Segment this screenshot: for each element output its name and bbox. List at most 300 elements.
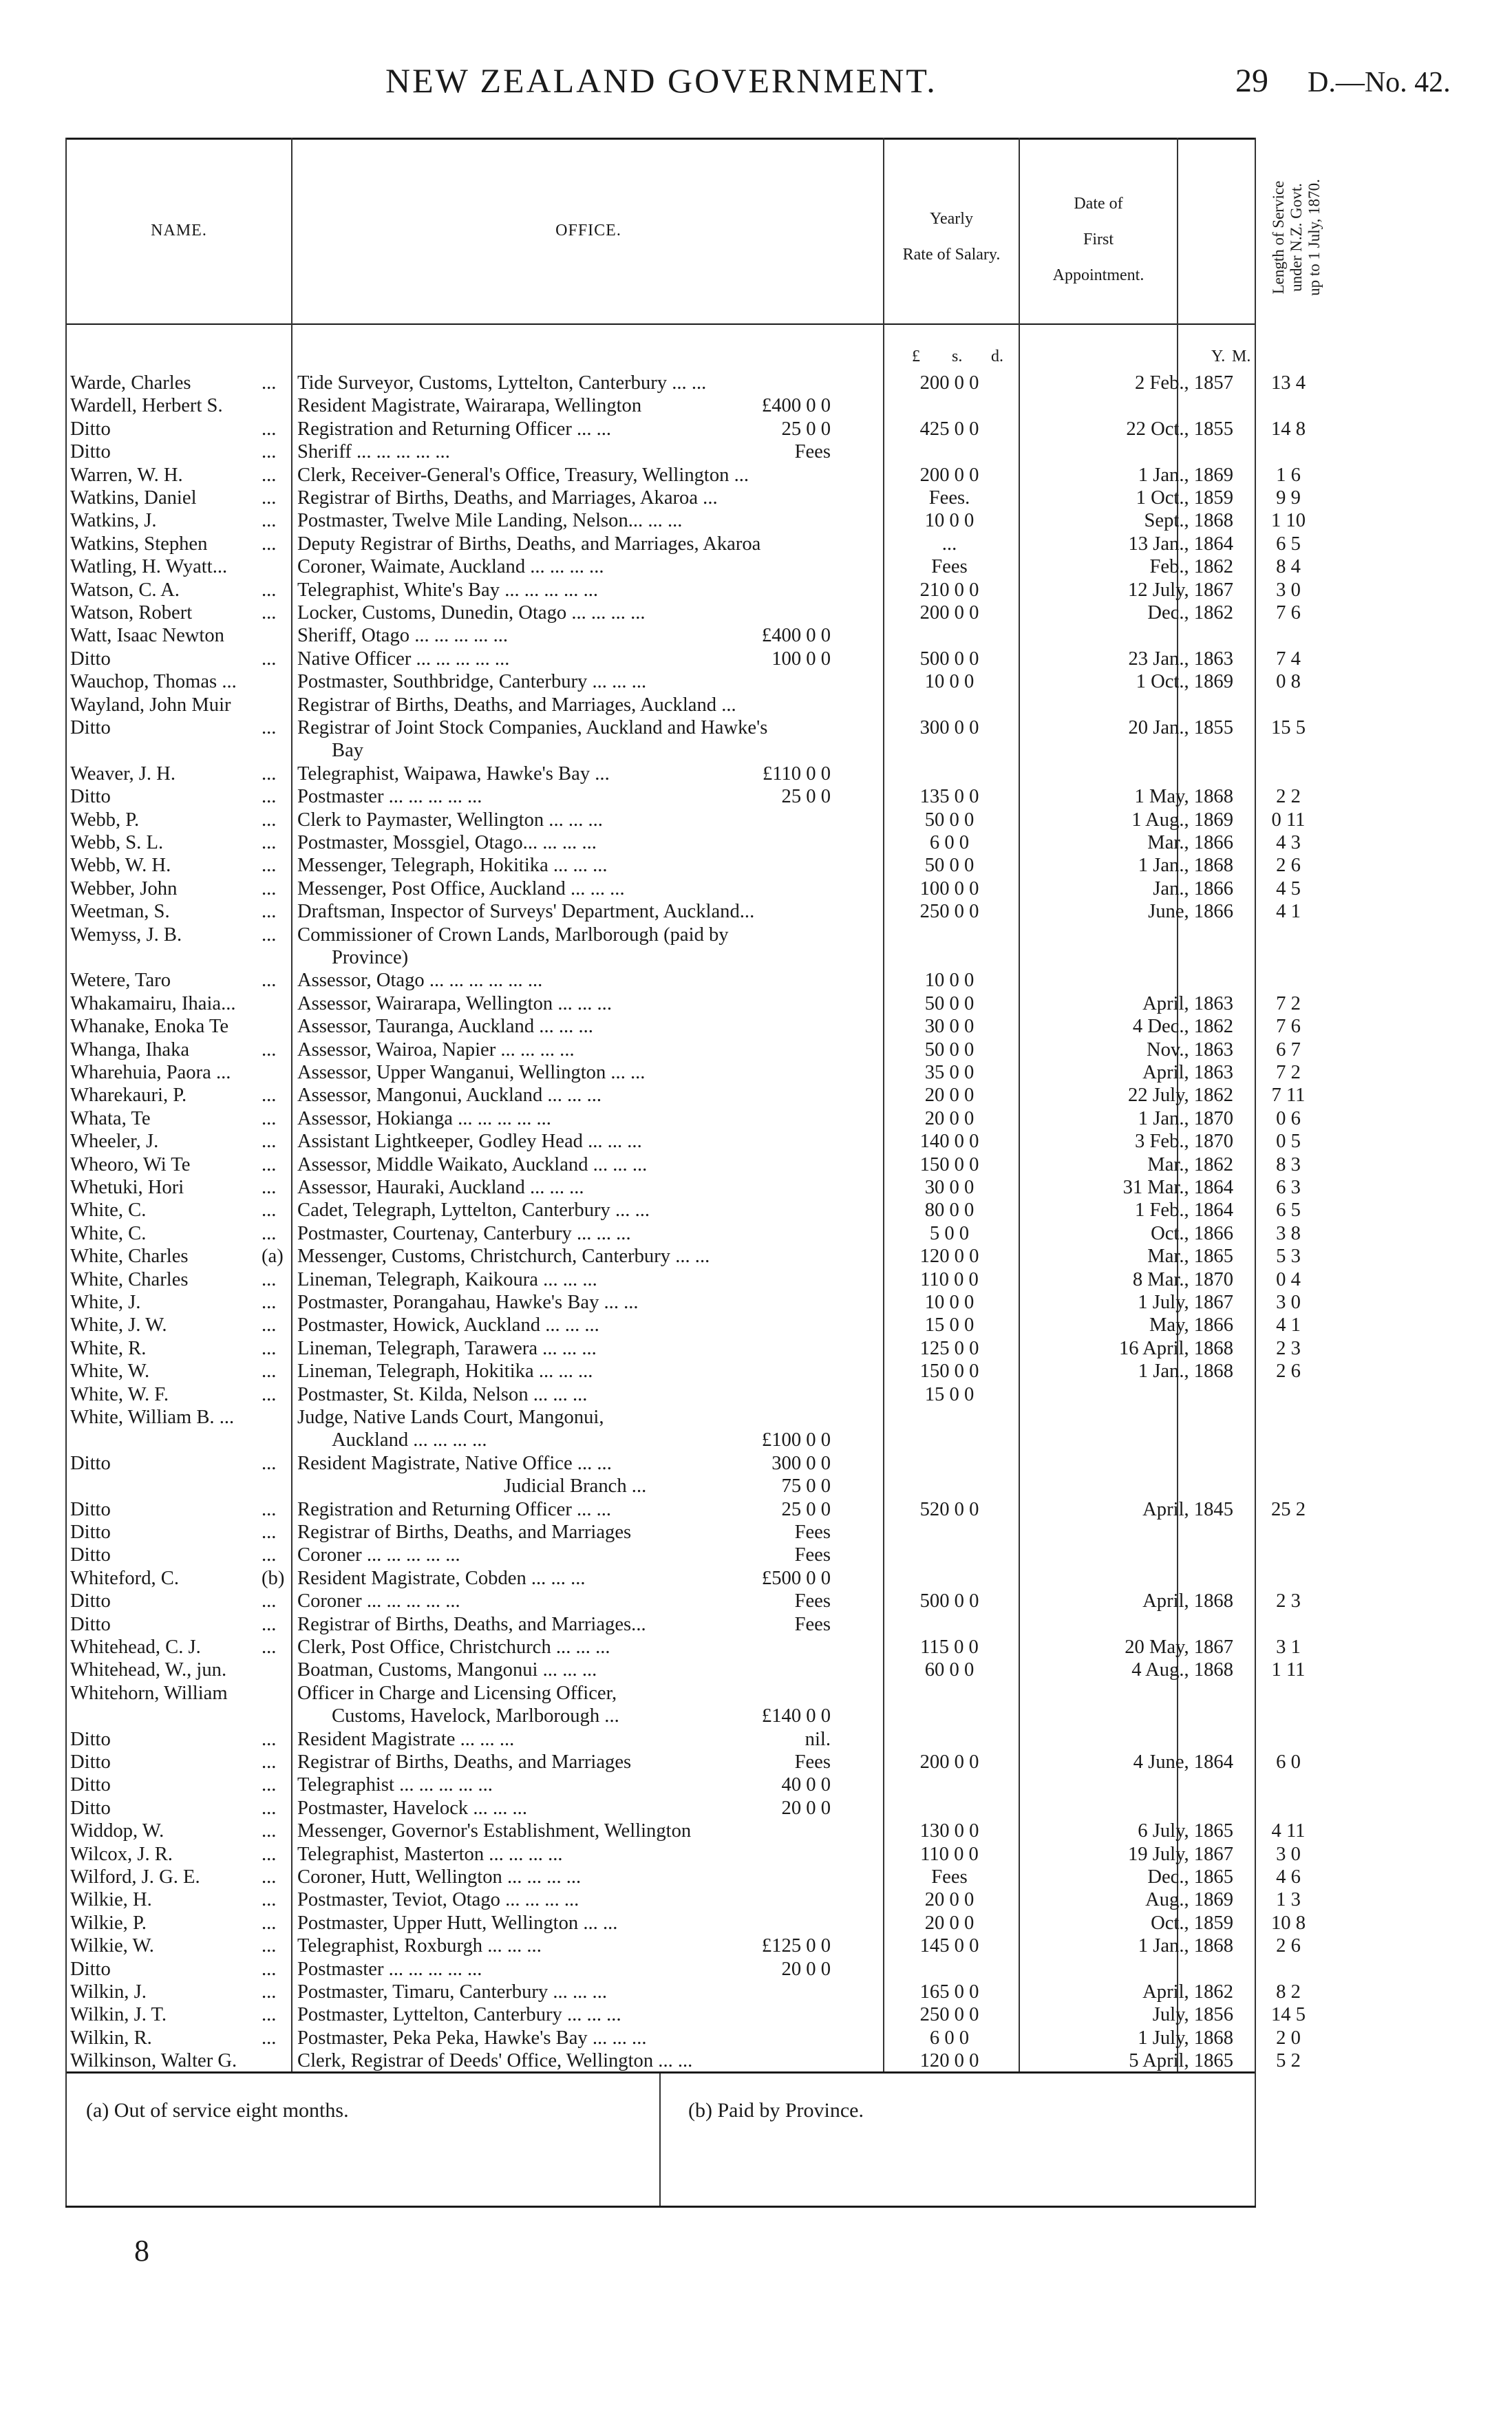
row-length-of-service: 1 10 bbox=[1270, 510, 1306, 532]
row-component-amount: Fees bbox=[794, 1613, 831, 1635]
row-name-leader: ... bbox=[262, 717, 277, 738]
row-appointment-date: Sept., 1868 bbox=[1144, 510, 1233, 532]
row-name: Whakamairu, Ihaia... bbox=[70, 992, 236, 1014]
row-name: Watkins, Stephen bbox=[70, 533, 208, 555]
table-row bbox=[70, 2027, 1301, 2049]
row-length-of-service: 3 8 bbox=[1276, 1222, 1301, 1244]
table-row bbox=[70, 1130, 1301, 1153]
row-component-amount: 25 0 0 bbox=[781, 418, 831, 440]
table-row bbox=[70, 1406, 1254, 1429]
row-office: Sheriff ... ... ... ... ... bbox=[297, 441, 450, 463]
row-name: Wetere, Taro bbox=[70, 970, 171, 992]
row-length-of-service: 5 2 bbox=[1276, 2050, 1301, 2072]
table-row bbox=[70, 1084, 1306, 1107]
page-number: 29 bbox=[1235, 63, 1268, 99]
row-name: Whetuki, Hori bbox=[70, 1177, 184, 1198]
row-appointment-date: 1 Jan., 1868 bbox=[1138, 1361, 1233, 1383]
row-salary: 250 0 0 bbox=[919, 2004, 979, 2026]
row-name-leader: (b) bbox=[262, 1567, 285, 1589]
row-office: Postmaster, Havelock ... ... ... bbox=[297, 1797, 527, 1819]
row-office: Postmaster, Lyttelton, Canterbury ... ... ... bbox=[297, 2004, 621, 2026]
row-name: Weetman, S. bbox=[70, 901, 170, 923]
row-name: Webb, P. bbox=[70, 809, 140, 831]
row-name-leader: ... bbox=[262, 1797, 277, 1819]
row-appointment-date: 19 July, 1867 bbox=[1127, 1843, 1233, 1865]
row-appointment-date: 1 July, 1868 bbox=[1138, 2027, 1233, 2049]
row-component-amount: Fees bbox=[794, 1522, 831, 1543]
row-component-amount: 100 0 0 bbox=[771, 648, 831, 670]
row-salary: 140 0 0 bbox=[919, 1131, 979, 1153]
table-row bbox=[70, 2049, 1301, 2072]
row-length-of-service: 7 6 bbox=[1276, 602, 1301, 624]
row-office: Native Officer ... ... ... ... ... bbox=[297, 648, 510, 670]
row-name: White, W. bbox=[70, 1361, 150, 1383]
row-name-leader: ... bbox=[262, 1085, 277, 1107]
row-name: Ditto bbox=[70, 1544, 111, 1566]
row-name: Ditto bbox=[70, 1728, 111, 1750]
row-component-amount: nil. bbox=[805, 1728, 831, 1750]
row-name: Wilcox, J. R. bbox=[70, 1843, 173, 1865]
table-row bbox=[70, 900, 1301, 923]
table-row bbox=[70, 1866, 1301, 1888]
row-salary: 30 0 0 bbox=[924, 1016, 975, 1038]
row-appointment-date: 22 Oct., 1855 bbox=[1126, 418, 1233, 440]
row-length-of-service: 7 2 bbox=[1276, 992, 1301, 1014]
row-appointment-date: 1 Oct., 1869 bbox=[1136, 671, 1233, 693]
row-office: Telegraphist, White's Bay ... ... ... ... ... bbox=[297, 579, 599, 601]
table-row bbox=[70, 716, 1306, 739]
row-appointment-date: 1 July, 1867 bbox=[1138, 1292, 1233, 1313]
row-component-amount: 40 0 0 bbox=[781, 1774, 831, 1796]
row-office: Clerk, Post Office, Christchurch ... ... ... bbox=[297, 1637, 610, 1658]
header-salary bbox=[884, 201, 1019, 273]
row-appointment-date: 31 Mar., 1864 bbox=[1122, 1177, 1233, 1198]
row-salary: 110 0 0 bbox=[920, 1843, 979, 1865]
row-salary: 120 0 0 bbox=[919, 1246, 979, 1268]
row-length-of-service: 0 4 bbox=[1276, 1268, 1301, 1290]
row-component-amount: 20 0 0 bbox=[781, 1958, 831, 1980]
table-row bbox=[70, 1958, 1254, 1981]
row-office: Postmaster, Porangahau, Hawke's Bay ... ... bbox=[297, 1292, 639, 1313]
row-salary: 6 0 0 bbox=[929, 832, 970, 853]
row-office: Sheriff, Otago ... ... ... ... ... bbox=[297, 625, 509, 647]
row-office: Resident Magistrate, Wairarapa, Wellington bbox=[297, 395, 642, 417]
table-row bbox=[70, 1337, 1301, 1360]
row-name: Whata, Te bbox=[70, 1107, 151, 1129]
row-office: Postmaster, Mossgiel, Otago... ... ... ... bbox=[297, 832, 597, 853]
row-appointment-date: 20 May, 1867 bbox=[1125, 1637, 1233, 1658]
row-length-of-service: 4 6 bbox=[1276, 1866, 1301, 1888]
row-length-of-service: 3 1 bbox=[1276, 1637, 1301, 1658]
table-row bbox=[70, 372, 1306, 394]
row-name: Wheeler, J. bbox=[70, 1131, 159, 1153]
row-salary: 50 0 0 bbox=[924, 809, 975, 831]
row-office: Auckland ... ... ... ... bbox=[332, 1429, 487, 1451]
row-office: Postmaster, Courtenay, Canterbury ... ... ... bbox=[297, 1222, 631, 1244]
row-length-of-service: 7 4 bbox=[1276, 648, 1301, 670]
row-name-leader: ... bbox=[262, 1498, 277, 1520]
row-length-of-service: 10 8 bbox=[1270, 1912, 1306, 1934]
row-component-amount: Fees bbox=[794, 1544, 831, 1566]
row-office: Postmaster ... ... ... ... ... bbox=[297, 786, 482, 808]
row-name: Ditto bbox=[70, 648, 111, 670]
row-office: Postmaster, Upper Hutt, Wellington ... ... bbox=[297, 1912, 618, 1934]
row-office: Clerk to Paymaster, Wellington ... ... ... bbox=[297, 809, 603, 831]
row-salary: 5 0 0 bbox=[929, 1222, 970, 1244]
row-length-of-service: 4 5 bbox=[1276, 877, 1301, 899]
row-salary: 200 0 0 bbox=[919, 372, 979, 394]
row-name-leader: ... bbox=[262, 1361, 277, 1383]
table-row bbox=[70, 1682, 1254, 1705]
row-office: Draftsman, Inspector of Surveys' Department, Auckland... bbox=[297, 901, 755, 923]
row-name-leader: ... bbox=[262, 763, 277, 785]
table-row bbox=[70, 992, 1301, 1015]
row-office: Registration and Returning Officer ... ... bbox=[297, 418, 612, 440]
row-name-leader: ... bbox=[262, 1958, 277, 1980]
row-name-leader: ... bbox=[262, 1590, 277, 1612]
row-name: Ditto bbox=[70, 1498, 111, 1520]
footnote-bottom-rule bbox=[65, 2206, 1256, 2208]
row-salary: 135 0 0 bbox=[919, 786, 979, 808]
row-appointment-date: 1 Oct., 1859 bbox=[1136, 487, 1233, 509]
row-name-leader: ... bbox=[262, 1889, 277, 1911]
row-name-leader: ... bbox=[262, 1613, 277, 1635]
table-row bbox=[70, 487, 1301, 509]
row-name: Wilkinson, Walter G. bbox=[70, 2050, 237, 2072]
document-reference: D.—No. 42. bbox=[1308, 67, 1451, 98]
row-office: Postmaster, Howick, Auckland ... ... ... bbox=[297, 1314, 599, 1336]
table-row bbox=[70, 1912, 1306, 1935]
row-length-of-service: 6 3 bbox=[1276, 1177, 1301, 1198]
row-name: White, William B. ... bbox=[70, 1407, 235, 1428]
row-office: Registrar of Births, Deaths, and Marriages, Auckland ... bbox=[297, 694, 736, 716]
row-name: Wilkie, H. bbox=[70, 1889, 152, 1911]
row-appointment-date: 22 July, 1862 bbox=[1127, 1085, 1233, 1107]
row-name-leader: ... bbox=[262, 1107, 277, 1129]
table-row bbox=[70, 1659, 1306, 1681]
row-appointment-date: 16 April, 1868 bbox=[1118, 1337, 1233, 1359]
table-row bbox=[70, 1291, 1301, 1314]
header-salary-line1: Yearly bbox=[930, 210, 973, 228]
row-salary: 200 0 0 bbox=[919, 602, 979, 624]
row-office: Registrar of Joint Stock Companies, Auckland and Hawke's bbox=[297, 717, 768, 738]
row-office: Assessor, Hokianga ... ... ... ... ... bbox=[297, 1107, 551, 1129]
table-row bbox=[70, 1107, 1301, 1130]
row-name-leader: ... bbox=[262, 1383, 277, 1405]
row-name: Ditto bbox=[70, 717, 111, 738]
table-row bbox=[70, 2003, 1306, 2026]
row-salary: 520 0 0 bbox=[919, 1498, 979, 1520]
row-name-leader: ... bbox=[262, 786, 277, 808]
row-salary: 10 0 0 bbox=[924, 970, 975, 992]
row-salary: 50 0 0 bbox=[924, 992, 975, 1014]
row-name-leader: ... bbox=[262, 441, 277, 463]
row-appointment-date: 20 Jan., 1855 bbox=[1128, 717, 1233, 738]
table-row bbox=[70, 509, 1306, 532]
table-row bbox=[70, 1245, 1301, 1268]
unit-pence: d. bbox=[991, 348, 1003, 365]
row-office: Coroner, Hutt, Wellington ... ... ... ... bbox=[297, 1866, 582, 1888]
row-salary: Fees bbox=[931, 556, 968, 578]
row-office: Resident Magistrate ... ... ... bbox=[297, 1728, 515, 1750]
table-row bbox=[70, 394, 1254, 417]
row-salary: 15 0 0 bbox=[924, 1314, 975, 1336]
table-row bbox=[70, 1567, 1254, 1590]
row-name: Ditto bbox=[70, 1452, 111, 1474]
row-office: Province) bbox=[332, 947, 409, 968]
row-name-leader: ... bbox=[262, 372, 277, 394]
row-office: Bay bbox=[332, 740, 364, 762]
row-office: Coroner ... ... ... ... ... bbox=[297, 1590, 460, 1612]
row-appointment-date: 1 Jan., 1868 bbox=[1138, 855, 1233, 877]
row-salary: 60 0 0 bbox=[924, 1659, 975, 1681]
table-row bbox=[70, 854, 1301, 877]
unit-shillings: s. bbox=[952, 348, 963, 365]
table-row bbox=[70, 1475, 1254, 1498]
table-row bbox=[70, 464, 1301, 487]
row-length-of-service: 6 5 bbox=[1276, 533, 1301, 555]
row-office: Resident Magistrate, Cobden ... ... ... bbox=[297, 1567, 586, 1589]
row-appointment-date: Nov., 1863 bbox=[1146, 1038, 1233, 1061]
row-length-of-service: 15 5 bbox=[1270, 717, 1306, 738]
row-appointment-date: Feb., 1862 bbox=[1149, 556, 1233, 578]
row-appointment-date: Oct., 1866 bbox=[1151, 1222, 1233, 1244]
table-row bbox=[70, 1935, 1301, 1957]
table-row bbox=[70, 877, 1301, 900]
row-name: Webb, S. L. bbox=[70, 832, 164, 853]
row-salary: 500 0 0 bbox=[919, 1590, 979, 1612]
row-name: Ditto bbox=[70, 1751, 111, 1773]
header-name: NAME. bbox=[151, 222, 207, 239]
row-name-leader: ... bbox=[262, 1637, 277, 1658]
row-appointment-date: Aug., 1869 bbox=[1145, 1889, 1233, 1911]
row-length-of-service: 2 2 bbox=[1276, 786, 1301, 808]
table-row bbox=[70, 1268, 1301, 1291]
row-salary: 200 0 0 bbox=[919, 1751, 979, 1773]
table-row bbox=[70, 831, 1301, 854]
row-salary: 35 0 0 bbox=[924, 1062, 975, 1083]
row-salary: 130 0 0 bbox=[919, 1820, 979, 1842]
row-salary: 120 0 0 bbox=[919, 2050, 979, 2072]
row-salary: 300 0 0 bbox=[919, 717, 979, 738]
row-component-amount: £100 0 0 bbox=[761, 1429, 831, 1451]
row-office: Registrar of Births, Deaths, and Marriages bbox=[297, 1522, 632, 1543]
row-length-of-service: 8 2 bbox=[1276, 1981, 1301, 2003]
page-title: NEW ZEALAND GOVERNMENT. bbox=[385, 61, 937, 100]
row-name-leader: (a) bbox=[262, 1246, 284, 1268]
table-row bbox=[70, 533, 1301, 555]
row-office: Lineman, Telegraph, Kaikoura ... ... ... bbox=[297, 1268, 597, 1290]
table-row bbox=[70, 1061, 1301, 1084]
row-length-of-service: 0 6 bbox=[1276, 1107, 1301, 1129]
row-name-leader: ... bbox=[262, 418, 277, 440]
row-component-amount: Fees bbox=[794, 441, 831, 463]
row-name-leader: ... bbox=[262, 1544, 277, 1566]
row-length-of-service: 14 8 bbox=[1270, 418, 1306, 440]
row-name-leader: ... bbox=[262, 1131, 277, 1153]
row-name-leader: ... bbox=[262, 1292, 277, 1313]
row-office: Officer in Charge and Licensing Officer, bbox=[297, 1682, 617, 1704]
row-appointment-date: 12 July, 1867 bbox=[1127, 579, 1233, 601]
row-appointment-date: May, 1866 bbox=[1149, 1314, 1233, 1336]
row-appointment-date: 1 Feb., 1864 bbox=[1135, 1200, 1233, 1222]
row-salary: 110 0 0 bbox=[920, 1268, 979, 1290]
row-appointment-date: 1 Aug., 1869 bbox=[1131, 809, 1233, 831]
row-length-of-service: 0 11 bbox=[1271, 809, 1306, 831]
row-component-amount: £110 0 0 bbox=[762, 763, 831, 785]
row-salary: 145 0 0 bbox=[919, 1935, 979, 1957]
row-name: Webber, John bbox=[70, 877, 178, 899]
row-office: Postmaster, Peka Peka, Hawke's Bay ... ... ... bbox=[297, 2027, 647, 2049]
row-salary: Fees. bbox=[928, 487, 970, 509]
row-salary: 250 0 0 bbox=[919, 901, 979, 923]
row-length-of-service: 25 2 bbox=[1270, 1498, 1306, 1520]
footnote-divider bbox=[659, 2074, 661, 2206]
table-row bbox=[70, 418, 1306, 440]
table-row bbox=[70, 1383, 1254, 1406]
table-row bbox=[70, 1360, 1301, 1383]
footnote-b: (b) Paid by Province. bbox=[688, 2099, 864, 2122]
row-office: Postmaster ... ... ... ... ... bbox=[297, 1958, 482, 1980]
row-length-of-service: 1 6 bbox=[1276, 464, 1301, 486]
row-name: Wayland, John Muir bbox=[70, 694, 231, 716]
row-name: Weaver, J. H. bbox=[70, 763, 175, 785]
row-name: White, Charles bbox=[70, 1246, 189, 1268]
header-date bbox=[1020, 186, 1177, 293]
row-name-leader: ... bbox=[262, 1337, 277, 1359]
row-office: Registrar of Births, Deaths, and Marriages bbox=[297, 1751, 632, 1773]
row-name-leader: ... bbox=[262, 1912, 277, 1934]
row-name-leader: ... bbox=[262, 855, 277, 877]
row-name: White, J. W. bbox=[70, 1314, 167, 1336]
table-row bbox=[70, 601, 1301, 624]
row-name-leader: ... bbox=[262, 1153, 277, 1175]
row-length-of-service: 8 4 bbox=[1276, 556, 1301, 578]
row-office: Registrar of Births, Deaths, and Marriages, Akaroa ... bbox=[297, 487, 718, 509]
row-name: Warde, Charles bbox=[70, 372, 191, 394]
row-name-leader: ... bbox=[262, 579, 277, 601]
row-name-leader: ... bbox=[262, 877, 277, 899]
row-length-of-service: 4 11 bbox=[1271, 1820, 1306, 1842]
row-office: Assessor, Wairoa, Napier ... ... ... ... bbox=[297, 1038, 575, 1061]
row-office: Assessor, Mangonui, Auckland ... ... ... bbox=[297, 1085, 602, 1107]
row-appointment-date: Mar., 1865 bbox=[1147, 1246, 1233, 1268]
row-name: Wheoro, Wi Te bbox=[70, 1153, 191, 1175]
table-row bbox=[70, 1038, 1301, 1061]
row-name: Ditto bbox=[70, 418, 111, 440]
row-name: Ditto bbox=[70, 786, 111, 808]
table-row bbox=[70, 1222, 1301, 1245]
row-name: Wemyss, J. B. bbox=[70, 924, 182, 946]
header-length-line2: under N.Z. Govt. bbox=[1288, 183, 1305, 292]
row-length-of-service: 7 2 bbox=[1276, 1062, 1301, 1083]
row-name: White, C. bbox=[70, 1200, 147, 1222]
row-name-leader: ... bbox=[262, 1222, 277, 1244]
row-salary: 10 0 0 bbox=[924, 1292, 975, 1313]
row-office: Telegraphist ... ... ... ... ... bbox=[297, 1774, 493, 1796]
row-salary: 425 0 0 bbox=[919, 418, 979, 440]
row-appointment-date: Oct., 1859 bbox=[1151, 1912, 1233, 1934]
row-office: Coroner ... ... ... ... ... bbox=[297, 1544, 460, 1566]
row-appointment-date: 5 April, 1865 bbox=[1129, 2050, 1233, 2072]
row-name: Whiteford, C. bbox=[70, 1567, 180, 1589]
row-office: Assessor, Hauraki, Auckland ... ... ... bbox=[297, 1177, 584, 1198]
unit-pounds: £ bbox=[912, 348, 920, 365]
table-row bbox=[70, 739, 1254, 762]
row-component-amount: 25 0 0 bbox=[781, 786, 831, 808]
row-office: Assessor, Middle Waikato, Auckland ... ... ... bbox=[297, 1153, 648, 1175]
table-row bbox=[70, 1199, 1301, 1222]
row-appointment-date: 1 Jan., 1868 bbox=[1138, 1935, 1233, 1957]
row-length-of-service: 1 11 bbox=[1271, 1659, 1306, 1681]
row-component-amount: £400 0 0 bbox=[761, 395, 831, 417]
row-appointment-date: Mar., 1862 bbox=[1147, 1153, 1233, 1175]
row-salary: 20 0 0 bbox=[924, 1085, 975, 1107]
row-name-leader: ... bbox=[262, 1314, 277, 1336]
row-name: Watt, Isaac Newton bbox=[70, 625, 224, 647]
table-row bbox=[70, 1797, 1254, 1820]
row-office: Telegraphist, Waipawa, Hawke's Bay ... bbox=[297, 763, 610, 785]
row-name: Wauchop, Thomas ... bbox=[70, 671, 237, 693]
row-office: Clerk, Registrar of Deeds' Office, Wellington ... ... bbox=[297, 2050, 693, 2072]
row-name: Wilford, J. G. E. bbox=[70, 1866, 200, 1888]
row-length-of-service: 6 0 bbox=[1276, 1751, 1301, 1773]
row-name-leader: ... bbox=[262, 1268, 277, 1290]
row-office: Messenger, Post Office, Auckland ... ... ... bbox=[297, 877, 625, 899]
row-salary: 80 0 0 bbox=[924, 1200, 975, 1222]
row-appointment-date: 23 Jan., 1863 bbox=[1128, 648, 1233, 670]
row-salary: ... bbox=[941, 533, 957, 555]
row-name: White, W. F. bbox=[70, 1383, 169, 1405]
row-name-leader: ... bbox=[262, 1728, 277, 1750]
table-row bbox=[70, 1636, 1301, 1659]
row-name: Watson, C. A. bbox=[70, 579, 180, 601]
header-office: OFFICE. bbox=[555, 222, 621, 239]
row-name: White, C. bbox=[70, 1222, 147, 1244]
row-salary: 115 0 0 bbox=[920, 1637, 979, 1658]
row-component-amount: £125 0 0 bbox=[761, 1935, 831, 1957]
row-office: Lineman, Telegraph, Hokitika ... ... ... bbox=[297, 1361, 593, 1383]
table-row bbox=[70, 1153, 1301, 1176]
row-salary: 15 0 0 bbox=[924, 1383, 975, 1405]
row-office: Postmaster, Southbridge, Canterbury ... ... ... bbox=[297, 671, 647, 693]
row-name-leader: ... bbox=[262, 1935, 277, 1957]
row-name: Warren, W. H. bbox=[70, 464, 183, 486]
row-salary: 6 0 0 bbox=[929, 2027, 970, 2049]
row-component-amount: Fees bbox=[794, 1751, 831, 1773]
row-office: Assistant Lightkeeper, Godley Head ... ... ... bbox=[297, 1131, 642, 1153]
header-length-of-service bbox=[1270, 158, 1323, 317]
table-row bbox=[70, 1176, 1301, 1199]
row-name: Whanga, Ihaka bbox=[70, 1038, 190, 1061]
header-length-line1: Length of Service bbox=[1270, 180, 1287, 295]
row-name-leader: ... bbox=[262, 1200, 277, 1222]
row-office: Telegraphist, Masterton ... ... ... ... bbox=[297, 1843, 563, 1865]
row-name: Whanake, Enoka Te bbox=[70, 1016, 229, 1038]
row-appointment-date: April, 1868 bbox=[1142, 1590, 1233, 1612]
row-name: White, R. bbox=[70, 1337, 147, 1359]
row-length-of-service: 13 4 bbox=[1270, 372, 1306, 394]
row-name: Whitehead, W., jun. bbox=[70, 1659, 227, 1681]
header-date-line2: First bbox=[1083, 231, 1114, 248]
unit-months: M. bbox=[1232, 348, 1251, 365]
row-office: Assessor, Otago ... ... ... ... ... ... bbox=[297, 970, 543, 992]
table-row bbox=[70, 670, 1301, 693]
row-name: Ditto bbox=[70, 1613, 111, 1635]
row-salary: 50 0 0 bbox=[924, 855, 975, 877]
header-date-line1: Date of bbox=[1074, 195, 1123, 213]
row-name: Wilkie, P. bbox=[70, 1912, 147, 1934]
